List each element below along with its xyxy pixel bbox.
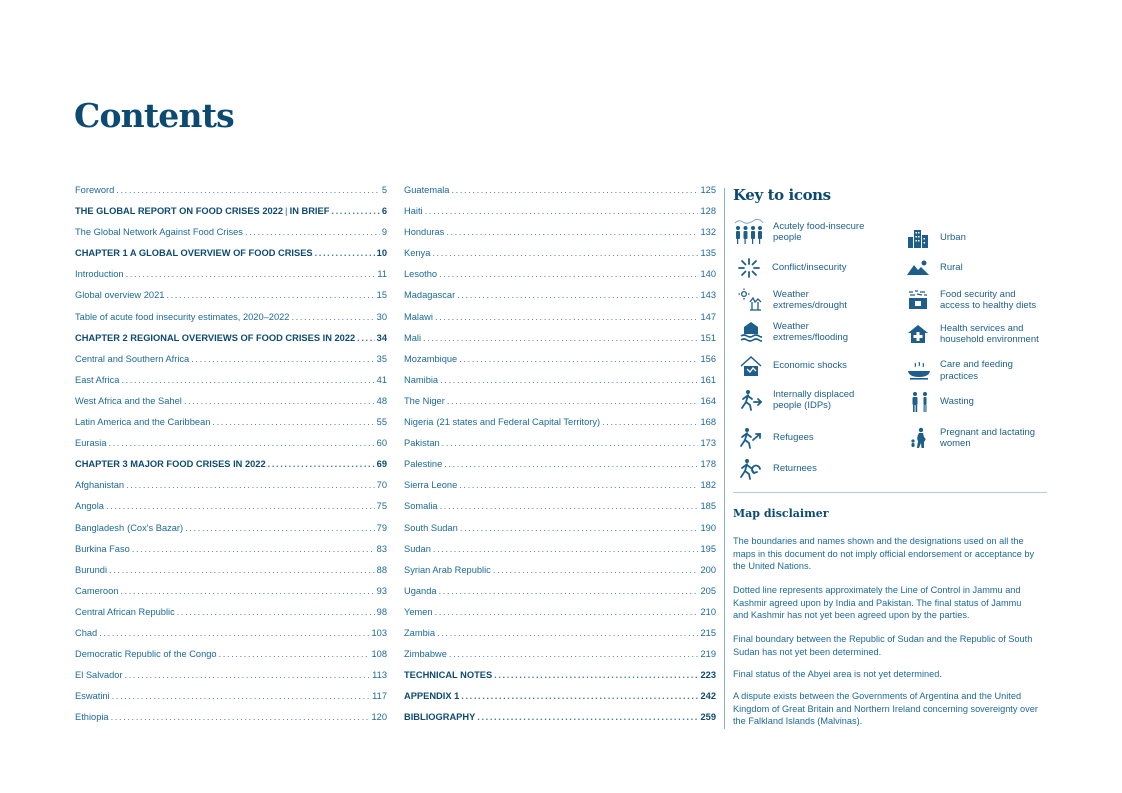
toc-page-number: 143 — [700, 290, 716, 301]
toc-dot-leader — [444, 459, 698, 469]
toc-dot-leader — [357, 333, 374, 343]
toc-page-number: 135 — [700, 248, 716, 259]
toc-entry-label: Mozambique — [404, 353, 458, 364]
economic-shock-icon — [739, 354, 763, 378]
toc-entry-label: BIBLIOGRAPHY — [404, 712, 476, 723]
section-divider — [733, 492, 1047, 493]
key-label: Economic shocks — [773, 360, 847, 372]
toc-entry-label: Kenya — [404, 248, 431, 259]
toc-entry-label: Honduras — [404, 227, 445, 238]
toc-entry-label: Uganda — [404, 585, 437, 596]
key-item — [739, 388, 885, 412]
toc-dot-leader — [245, 227, 380, 237]
toc-entry-label: South Sudan — [404, 522, 458, 533]
toc-dot-leader — [461, 691, 698, 701]
toc-entry-separator: | — [285, 206, 288, 217]
toc-dot-leader — [125, 670, 371, 680]
toc-dot-leader — [459, 354, 698, 364]
toc-entry-label: APPENDIX 1 — [404, 691, 460, 702]
toc-entry-label: Haiti — [404, 206, 423, 217]
key-item — [906, 359, 1044, 382]
toc-entry-label: Lesotho — [404, 269, 438, 280]
idp-icon — [739, 388, 763, 412]
toc-dot-leader — [425, 206, 699, 216]
toc-entry-label: Table of acute food insecurity estimates, 2020–2022 — [75, 311, 290, 322]
toc-entry[interactable] — [404, 565, 716, 586]
toc-page-number: 120 — [371, 712, 387, 723]
toc-dot-leader — [177, 607, 375, 617]
toc-entry-label: TECHNICAL NOTES — [404, 670, 493, 681]
toc-entry[interactable] — [404, 649, 716, 670]
returnee-icon — [739, 457, 763, 481]
toc-page-number: 164 — [700, 395, 716, 406]
toc-entry[interactable] — [404, 712, 716, 733]
toc-entry-label: Foreword — [75, 185, 115, 195]
toc-page-number: 128 — [700, 206, 716, 217]
toc-entry[interactable] — [75, 248, 387, 269]
toc-entry[interactable] — [404, 480, 716, 501]
toc-page-number: 69 — [376, 459, 387, 470]
toc-page-number: 88 — [376, 564, 387, 575]
food-security-icon — [906, 288, 930, 312]
key-label: Rural — [940, 262, 963, 274]
toc-page-number: 113 — [372, 670, 387, 681]
toc-entry[interactable] — [75, 375, 387, 396]
toc-entry[interactable] — [404, 438, 716, 459]
toc-entry-label: Afghanistan — [75, 480, 125, 491]
toc-entry-label: The Global Network Against Food Crises — [75, 227, 243, 238]
toc-entry[interactable] — [404, 185, 716, 206]
toc-entry-label: Global overview 2021 — [75, 290, 165, 301]
disclaimer-paragraph: Dotted line represents approximately the Line of Control in Jammu and Kashmir agreed upon by India and Pakistan. The final status of Jammu and Kashmir has not yet been agreed upon by the parties. — [733, 585, 1022, 621]
toc-entry-label: THE GLOBAL REPORT ON FOOD CRISES 2022 — [75, 206, 284, 217]
toc-entry-label: Syrian Arab Republic — [404, 564, 491, 575]
toc-entry-extra: IN BRIEF — [289, 206, 330, 217]
toc-dot-leader — [166, 290, 374, 300]
toc-entry-label: Namibia — [404, 374, 439, 385]
toc-dot-leader — [437, 628, 698, 638]
toc-entry[interactable] — [404, 312, 716, 333]
key-item — [908, 390, 1044, 414]
toc-entry[interactable] — [404, 396, 716, 417]
toc-page-number: 200 — [700, 564, 716, 575]
key-label: Pregnant and lactating women — [940, 426, 1036, 449]
toc-dot-leader — [446, 227, 698, 237]
key-item — [739, 457, 885, 481]
key-to-icons-title: Key to icons — [733, 186, 831, 204]
disclaimer-paragraph: The boundaries and names shown and the designations used on all the maps in this document do not imply official endorsement or acceptance by the United Nations. — [733, 536, 1035, 572]
key-item — [906, 258, 1044, 278]
rural-icon — [906, 258, 930, 278]
toc-entry-label: Eurasia — [75, 438, 107, 449]
toc-page-number: 83 — [376, 543, 387, 554]
toc-dot-leader — [111, 712, 370, 722]
toc-dot-leader — [219, 649, 370, 659]
key-label: Weather extremes/drought — [773, 288, 847, 311]
toc-entry[interactable] — [404, 248, 716, 269]
toc-dot-leader — [459, 480, 698, 490]
toc-entry[interactable] — [75, 227, 387, 248]
toc-entry[interactable] — [75, 565, 387, 586]
toc-page-number: 140 — [700, 269, 716, 280]
drought-icon — [738, 288, 762, 312]
toc-page-number: 195 — [700, 543, 716, 554]
toc-entry-label: Central and Southern Africa — [75, 353, 190, 364]
toc-entry-label: Guatemala — [404, 185, 450, 195]
toc-dot-leader — [126, 269, 376, 279]
toc-dot-leader — [442, 438, 699, 448]
key-label: Conflict/insecurity — [772, 262, 847, 274]
toc-entry[interactable] — [404, 333, 716, 354]
key-label: Internally displaced people (IDPs) — [773, 388, 855, 411]
toc-dot-leader — [99, 628, 369, 638]
toc-entry[interactable] — [404, 290, 716, 311]
page-title: Contents — [74, 96, 234, 135]
toc-entry[interactable] — [404, 670, 716, 691]
toc-entry-label: East Africa — [75, 374, 120, 385]
toc-dot-leader — [109, 438, 375, 448]
toc-entry[interactable] — [404, 523, 716, 544]
toc-entry[interactable] — [75, 312, 387, 333]
toc-dot-leader — [212, 417, 374, 427]
toc-page-number: 9 — [381, 227, 387, 238]
toc-entry[interactable] — [75, 206, 387, 227]
toc-dot-leader — [121, 375, 374, 385]
toc-entry-label: Sierra Leone — [404, 480, 458, 491]
toc-page-number: 70 — [376, 480, 387, 491]
toc-page-number: 10 — [376, 248, 387, 259]
toc-entry[interactable] — [404, 375, 716, 396]
pregnant-lactating-icon — [908, 426, 932, 450]
toc-page-number: 223 — [700, 670, 716, 681]
toc-dot-leader — [331, 206, 379, 216]
toc-page-number: 60 — [376, 438, 387, 449]
toc-entry[interactable] — [75, 396, 387, 417]
toc-page-number: 178 — [700, 459, 716, 470]
toc-entry[interactable] — [404, 227, 716, 248]
toc-entry-label: The Niger — [404, 395, 445, 406]
toc-page-number: 168 — [700, 417, 716, 428]
toc-page-number: 55 — [376, 417, 387, 428]
toc-entry[interactable] — [75, 544, 387, 565]
toc-entry-label: Latin America and the Caribbean — [75, 417, 211, 428]
toc-entry-label: Burundi — [75, 564, 108, 575]
toc-dot-leader — [120, 586, 374, 596]
toc-entry-label: Madagascar — [404, 290, 456, 301]
key-label: Acutely food-insecure people — [773, 220, 865, 243]
toc-entry[interactable] — [75, 523, 387, 544]
wasting-icon — [908, 390, 932, 414]
key-label: Returnees — [773, 463, 817, 475]
toc-entry-label: Eswatini — [75, 691, 110, 702]
toc-page-number: 103 — [371, 627, 387, 638]
key-label: Refugees — [773, 432, 814, 444]
toc-entry[interactable] — [75, 607, 387, 628]
care-feeding-icon — [906, 360, 932, 382]
toc-dot-leader — [449, 649, 699, 659]
toc-page-number: 173 — [700, 438, 716, 449]
toc-page-number: 108 — [371, 649, 387, 660]
conflict-icon — [738, 258, 760, 278]
toc-entry[interactable] — [75, 670, 387, 691]
toc-dot-leader — [268, 459, 375, 469]
toc-entry-label: Chad — [75, 627, 98, 638]
key-item — [733, 218, 885, 246]
toc-page-number: 34 — [376, 332, 387, 343]
key-label: Wasting — [940, 396, 974, 408]
toc-page-number: 93 — [376, 585, 387, 596]
toc-entry[interactable] — [404, 628, 716, 649]
key-label: Urban — [940, 232, 966, 244]
toc-page-number: 147 — [700, 311, 716, 322]
toc-entry-label: Cameroon — [75, 585, 119, 596]
toc-dot-leader — [602, 417, 698, 427]
toc-column-right — [404, 185, 716, 733]
toc-entry[interactable] — [75, 185, 387, 206]
toc-entry[interactable] — [404, 501, 716, 522]
health-services-icon — [906, 322, 930, 346]
key-item — [739, 354, 885, 378]
toc-entry[interactable] — [75, 691, 387, 712]
toc-entry-label: West Africa and the Sahel — [75, 395, 182, 406]
toc-entry-label: Angola — [75, 501, 104, 512]
disclaimer-paragraph: Final status of the Abyei area is not yet determined. — [733, 669, 942, 679]
toc-entry-label: Mali — [404, 332, 422, 343]
toc-page-number: 182 — [700, 480, 716, 491]
toc-dot-leader — [477, 712, 698, 722]
toc-dot-leader — [116, 185, 380, 195]
toc-entry[interactable] — [75, 290, 387, 311]
toc-page-number: 185 — [700, 501, 716, 512]
refugee-icon — [739, 426, 763, 450]
toc-entry-label: CHAPTER 2 REGIONAL OVERVIEWS OF FOOD CRISES IN 2022 — [75, 332, 356, 343]
toc-entry[interactable] — [75, 586, 387, 607]
key-item — [906, 322, 1044, 346]
key-item — [738, 258, 884, 278]
toc-page-number: 79 — [376, 522, 387, 533]
toc-page-number: 219 — [700, 649, 716, 660]
toc-page-number: 259 — [700, 712, 716, 723]
key-item — [740, 320, 885, 344]
toc-entry[interactable] — [404, 354, 716, 375]
toc-dot-leader — [109, 565, 375, 575]
toc-entry[interactable] — [404, 206, 716, 227]
toc-dot-leader — [126, 480, 375, 490]
key-item — [739, 426, 885, 450]
toc-page-number: 35 — [376, 353, 387, 364]
toc-entry-label: CHAPTER 3 MAJOR FOOD CRISES IN 2022 — [75, 459, 266, 470]
toc-entry-label: Sudan — [404, 543, 431, 554]
toc-dot-leader — [132, 544, 375, 554]
toc-dot-leader — [435, 607, 699, 617]
toc-dot-leader — [423, 333, 698, 343]
toc-dot-leader — [457, 290, 698, 300]
toc-entry-label: Zambia — [404, 627, 436, 638]
toc-dot-leader — [184, 396, 375, 406]
people-icon — [733, 218, 765, 246]
toc-entry[interactable] — [404, 417, 716, 438]
map-disclaimer-title: Map disclaimer — [733, 507, 829, 520]
disclaimer-paragraph: Final boundary between the Republic of Sudan and the Republic of South Sudan has not yet been determined. — [733, 634, 1033, 657]
toc-dot-leader — [112, 691, 371, 701]
key-item — [906, 288, 1044, 312]
toc-page-number: 151 — [700, 332, 716, 343]
toc-page-number: 210 — [700, 606, 716, 617]
toc-entry[interactable] — [404, 269, 716, 290]
toc-dot-leader — [494, 670, 698, 680]
toc-dot-leader — [432, 248, 698, 258]
toc-entry[interactable] — [75, 354, 387, 375]
toc-page-number: 117 — [372, 691, 387, 702]
toc-page-number: 48 — [376, 395, 387, 406]
toc-entry-label: Palestine — [404, 459, 443, 470]
column-divider — [724, 188, 725, 729]
toc-dot-leader — [433, 544, 699, 554]
toc-entry-sublabel: (Cox's Bazar) — [127, 522, 184, 533]
urban-icon — [906, 227, 930, 249]
toc-entry-label: Democratic Republic of the Congo — [75, 649, 217, 660]
toc-page-number: 161 — [700, 374, 716, 385]
toc-page-number: 132 — [700, 227, 716, 238]
key-label: Weather extremes/flooding — [773, 320, 848, 343]
toc-dot-leader — [291, 312, 374, 322]
key-item — [738, 288, 885, 312]
toc-entry[interactable] — [75, 438, 387, 459]
toc-entry[interactable] — [75, 501, 387, 522]
toc-page-number: 75 — [376, 501, 387, 512]
toc-entry[interactable] — [404, 691, 716, 712]
toc-entry[interactable] — [75, 333, 387, 354]
toc-dot-leader — [460, 523, 699, 533]
toc-entry[interactable] — [75, 269, 387, 290]
toc-entry[interactable] — [404, 459, 716, 480]
toc-dot-leader — [451, 185, 698, 195]
disclaimer-paragraph: A dispute exists between the Governments of Argentina and the United Kingdom of Great Britain and Northern Ireland concerning sovereignty over the Falkland Islands (Malvinas). — [733, 691, 1038, 727]
toc-entry-label: Burkina Faso — [75, 543, 130, 554]
key-label: Food security and access to healthy diets — [940, 288, 1037, 311]
toc-entry-label: Somalia — [404, 501, 438, 512]
toc-entry[interactable] — [404, 544, 716, 565]
toc-dot-leader — [106, 501, 375, 511]
toc-entry-label: Yemen — [404, 606, 433, 617]
toc-page-number: 30 — [376, 311, 387, 322]
toc-dot-leader — [191, 354, 374, 364]
toc-dot-leader — [185, 523, 375, 533]
toc-entry-label: Malawi — [404, 311, 433, 322]
toc-entry[interactable] — [75, 712, 387, 733]
toc-dot-leader — [440, 501, 699, 511]
toc-dot-leader — [440, 375, 698, 385]
toc-column-left — [75, 185, 387, 733]
toc-dot-leader — [435, 312, 699, 322]
toc-dot-leader — [315, 248, 375, 258]
flood-icon — [740, 320, 762, 344]
toc-entry-label: El Salvador — [75, 670, 123, 681]
toc-page-number: 11 — [377, 269, 387, 280]
toc-entry-label: Bangladesh — [75, 522, 125, 533]
toc-dot-leader — [493, 565, 699, 575]
key-item — [908, 426, 1044, 450]
toc-page-number: 156 — [700, 353, 716, 364]
toc-page-number: 242 — [700, 691, 716, 702]
toc-entry[interactable] — [75, 417, 387, 438]
toc-page-number: 6 — [381, 206, 387, 217]
toc-page-number: 15 — [376, 290, 387, 301]
toc-entry[interactable] — [75, 628, 387, 649]
key-item — [906, 227, 1044, 249]
toc-entry-label: Nigeria — [404, 417, 434, 428]
toc-entry[interactable] — [75, 459, 387, 480]
toc-entry[interactable] — [75, 480, 387, 501]
toc-entry-label: Pakistan — [404, 438, 440, 449]
toc-page-number: 125 — [700, 185, 716, 195]
toc-entry[interactable] — [75, 649, 387, 670]
toc-page-number: 41 — [376, 374, 387, 385]
toc-entry[interactable] — [404, 586, 716, 607]
toc-page-number: 190 — [700, 522, 716, 533]
toc-dot-leader — [439, 586, 699, 596]
toc-entry-label: CHAPTER 1 A GLOBAL OVERVIEW OF FOOD CRISES — [75, 248, 313, 259]
key-label: Health services and household environment — [940, 322, 1039, 345]
toc-page-number: 98 — [376, 606, 387, 617]
toc-page-number: 205 — [700, 585, 716, 596]
toc-entry-sublabel: (21 states and Federal Capital Territory) — [436, 417, 601, 428]
toc-entry[interactable] — [404, 607, 716, 628]
toc-page-number: 215 — [700, 627, 716, 638]
toc-entry-label: Ethiopia — [75, 712, 109, 723]
key-label: Care and feeding practices — [940, 359, 1013, 382]
toc-entry-label: Central African Republic — [75, 606, 175, 617]
toc-entry-label: Zimbabwe — [404, 649, 447, 660]
toc-dot-leader — [447, 396, 699, 406]
toc-page-number: 5 — [381, 185, 387, 195]
toc-dot-leader — [439, 269, 698, 279]
toc-entry-label: Introduction — [75, 269, 124, 280]
